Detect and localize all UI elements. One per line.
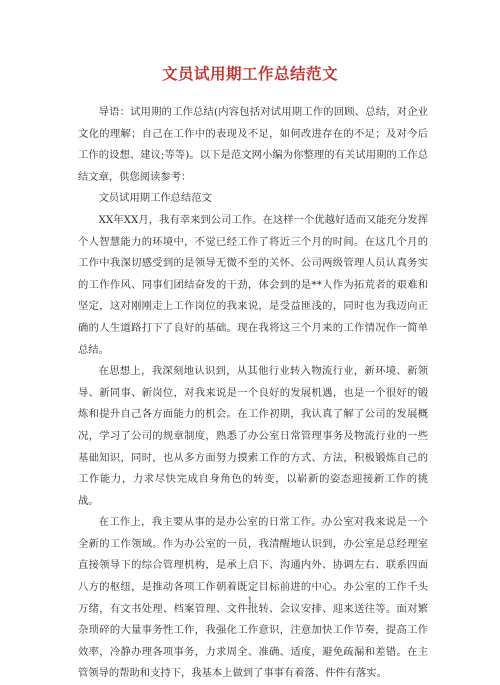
body-paragraph-2: 在思想上，我深刻地认识到，从其他行业转入物流行业，新环境、新领导、新同事、新岗位，对我来说是一个良好的发展机遇，也是一个很好的锻炼和提升自己各方面能力的机会。在工作初期，我认真了解了公司的发展概况，学习了公司的规章制度，熟悉了办公室日常管理事务及物流行业的一些基础知识，同时，也从多方面努力摸索工作的方式、方法，积极锻炼自己的工作能力，力求尽快完成自身角色的转变，以崭新的姿态迎接新工作的挑战。 bbox=[78, 365, 428, 507]
body-paragraph-1: XX年XX月，我有幸来到公司工作。在这样一个优越好适而又能充分发挥个人智慧能力的环境中，不觉已经工作了将近三个月的时间。在这几个月的工作中我深切感受到的是领导无微不至的关怀、公司两级管理人员认真务实的工作作风、同事们团结奋发的干劲，体会到的是**人作为拓荒者的艰难和坚定，这对刚刚走上工作岗位的我来说，是受益匪浅的，同时也为我迈向正确的人生道路打下了良好的基础。现在我将这三个月来的工作情况作一简单总结。 bbox=[78, 213, 428, 356]
body-paragraph-3: 在工作上，我主要从事的是办公室的日常工作。办公室对我来说是一个全新的工作领域。作为办公室的一员，我清醒地认识到，办公室是总经理室直接领导下的综合管理机构，是承上启下、沟通内外、协调左右、联系四面八方的枢纽，是推动各项工作朝着既定目标前进的中心。办公室的工作千头万绪，有文书处理、档案管理、文件批转、会议安排、迎来送往等。面对繁杂琐碎的大量事务性工作，我强化工作意识，注意加快工作节奏，提高工作效率，冷静办理各项事务，力求周全、准确、适度，避免疏漏和差错。在主管领导的帮助和支持下，我基本上做到了事事有着落、件件有落实。 bbox=[78, 516, 428, 680]
document-title: 文员试用期工作总结范文 bbox=[161, 64, 338, 83]
page-number: 1 bbox=[247, 596, 253, 605]
intro-paragraph: 导语：试用期的工作总结(内容包括对试用期工作的回顾、总结，对企业文化的理解；自己在工作中的表现及不足，如何改进存在的不足；及对今后工作的设想、建议;等等)。以下是范文网小编为你整理的有关试用期的工作总结文章，供您阅读参考： bbox=[78, 106, 428, 183]
section-heading: 文员试用期工作总结范文 bbox=[98, 192, 212, 205]
